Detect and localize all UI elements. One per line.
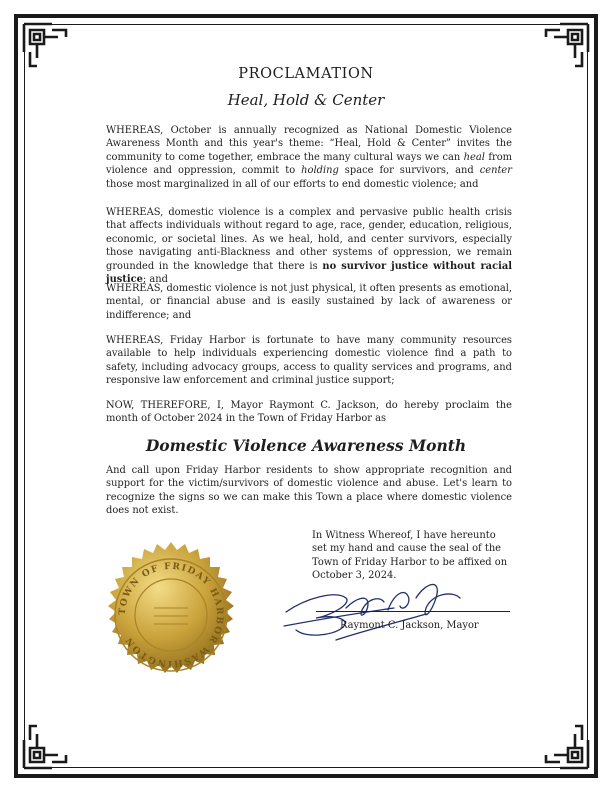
whereas-paragraph-1: WHEREAS, October is annually recognized as National Domestic Violence Awareness Month and this year's theme: “Heal, Hold & Center” invites the community to come together, embrace the many cultural ways we can heal from violence and oppression, commit to holding space for survivors, and center those most marginalized in all of our efforts to end domestic violence; and: [106, 125, 513, 190]
document-title: PROCLAMATION: [238, 66, 374, 82]
signatory-name: Raymont C. Jackson, Mayor: [340, 620, 479, 631]
mayor-signature: [276, 568, 486, 650]
corner-ornament-bottom-right: [536, 716, 590, 770]
theme-subtitle: Heal, Hold & Center: [227, 91, 385, 109]
signature-line: [316, 611, 510, 612]
whereas-paragraph-4: WHEREAS, Friday Harbor is fortunate to have many community resources available to help individuals experiencing domestic violence find a path to safety, including advocacy groups, access to quality services and programs, and responsive law enforcement and criminal justice support;: [106, 335, 512, 387]
seal-text: TOWN OF FRIDAY HARBOR WASHINGTON: [117, 561, 225, 669]
witness-statement: In Witness Whereof, I have hereunto set my hand and cause the seal of the Town of Friday Harbor to be affixed on October 3, 2024.: [312, 530, 508, 582]
whereas-paragraph-2: WHEREAS, domestic violence is a complex and pervasive public health crisis that affects individuals without regard to age, race, gender, education, religious, economic, or societal lines. As we heal, hold, and center survivors, especially those navigating anti-Blackness and other systems of oppression, we remain grounded in the knowledge that there is no survivor justice without racial justice; and: [106, 207, 512, 286]
whereas-paragraph-3: WHEREAS, domestic violence is not just physical, it often presents as emotional, mental, or financial abuse and is easily sustained by lack of awareness or indifference; and: [106, 283, 512, 321]
call-to-action-paragraph: And call upon Friday Harbor residents to show appropriate recognition and support for the victim/survivors of domestic violence and abuse. Let's learn to recognize the signs so we can make this Town a place where domestic violence does not exist.: [106, 465, 512, 517]
corner-ornament-bottom-left: [22, 716, 76, 770]
therefore-paragraph: NOW, THEREFORE, I, Mayor Raymont C. Jackson, do hereby proclaim the month of October 2024 in the Town of Friday Harbor as: [106, 400, 512, 425]
proclaimed-month-heading: Domestic Violence Awareness Month: [145, 436, 467, 455]
gold-town-seal: [96, 540, 246, 690]
